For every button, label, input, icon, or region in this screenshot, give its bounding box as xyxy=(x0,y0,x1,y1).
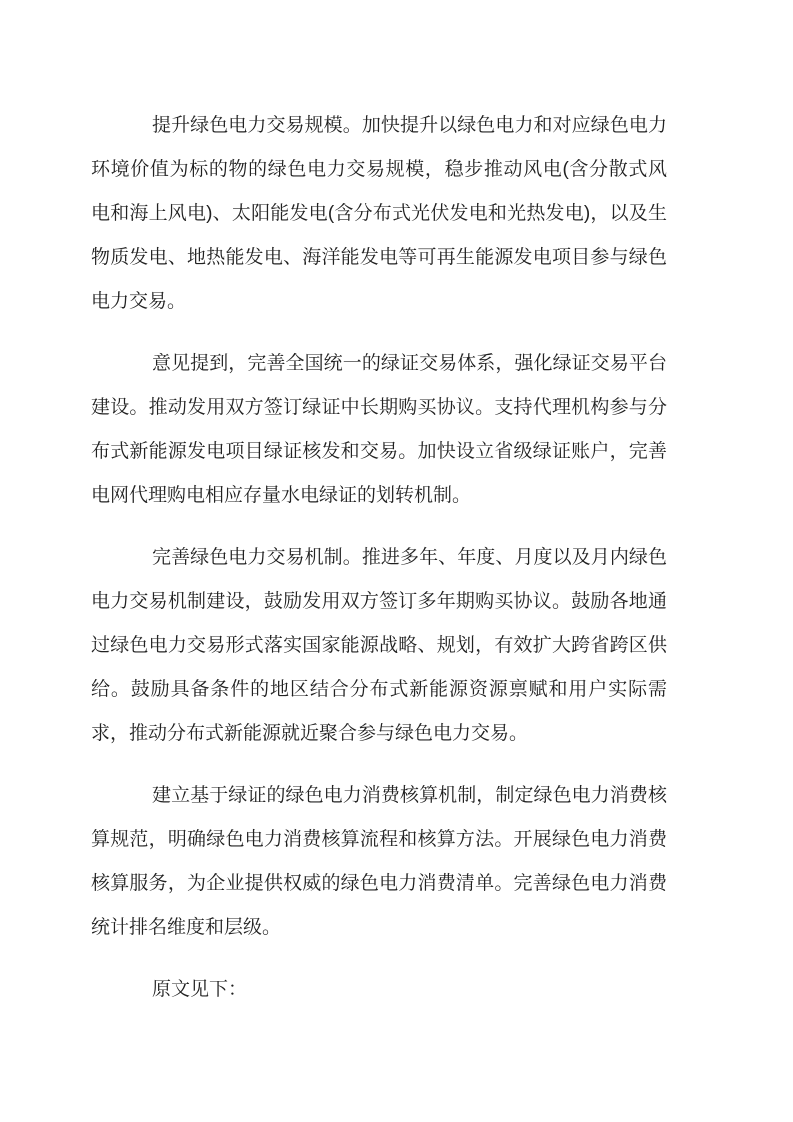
paragraph-trading-mechanism: 完善绿色电力交易机制。推进多年、年度、月度以及月内绿色电力交易机制建设，鼓励发用双方签订多年期购买协议。鼓励各地通过绿色电力交易形式落实国家能源战略、规划，有效扩大跨省跨区供给。鼓励具备条件的地区结合分布式新能源资源禀赋和用户实际需求，推动分布式新能源就近聚合参与绿色电力交易。 xyxy=(91,547,667,744)
paragraph-green-power-trading-scale: 提升绿色电力交易规模。加快提升以绿色电力和对应绿色电力环境价值为标的物的绿色电力交易规模，稳步推动风电(含分散式风电和海上风电)、太阳能发电(含分布式光伏发电和光热发电)，以及生物质发电、地热能发电、海洋能发电等可再生能源发电项目参与绿色电力交易。 xyxy=(91,115,667,312)
paragraph-original-text-note: 原文见下： xyxy=(152,979,248,1000)
paragraph-green-certificate-system: 意见提到，完善全国统一的绿证交易体系，强化绿证交易平台建设。推动发用双方签订绿证中长期购买协议。支持代理机构参与分布式新能源发电项目绿证核发和交易。加快设立省级绿证账户，完善电网代理购电相应存量水电绿证的划转机制。 xyxy=(91,353,667,506)
paragraph-consumption-accounting: 建立基于绿证的绿色电力消费核算机制，制定绿色电力消费核算规范，明确绿色电力消费核算流程和核算方法。开展绿色电力消费核算服务，为企业提供权威的绿色电力消费清单。完善绿色电力消费统计排名维度和层级。 xyxy=(91,785,667,938)
